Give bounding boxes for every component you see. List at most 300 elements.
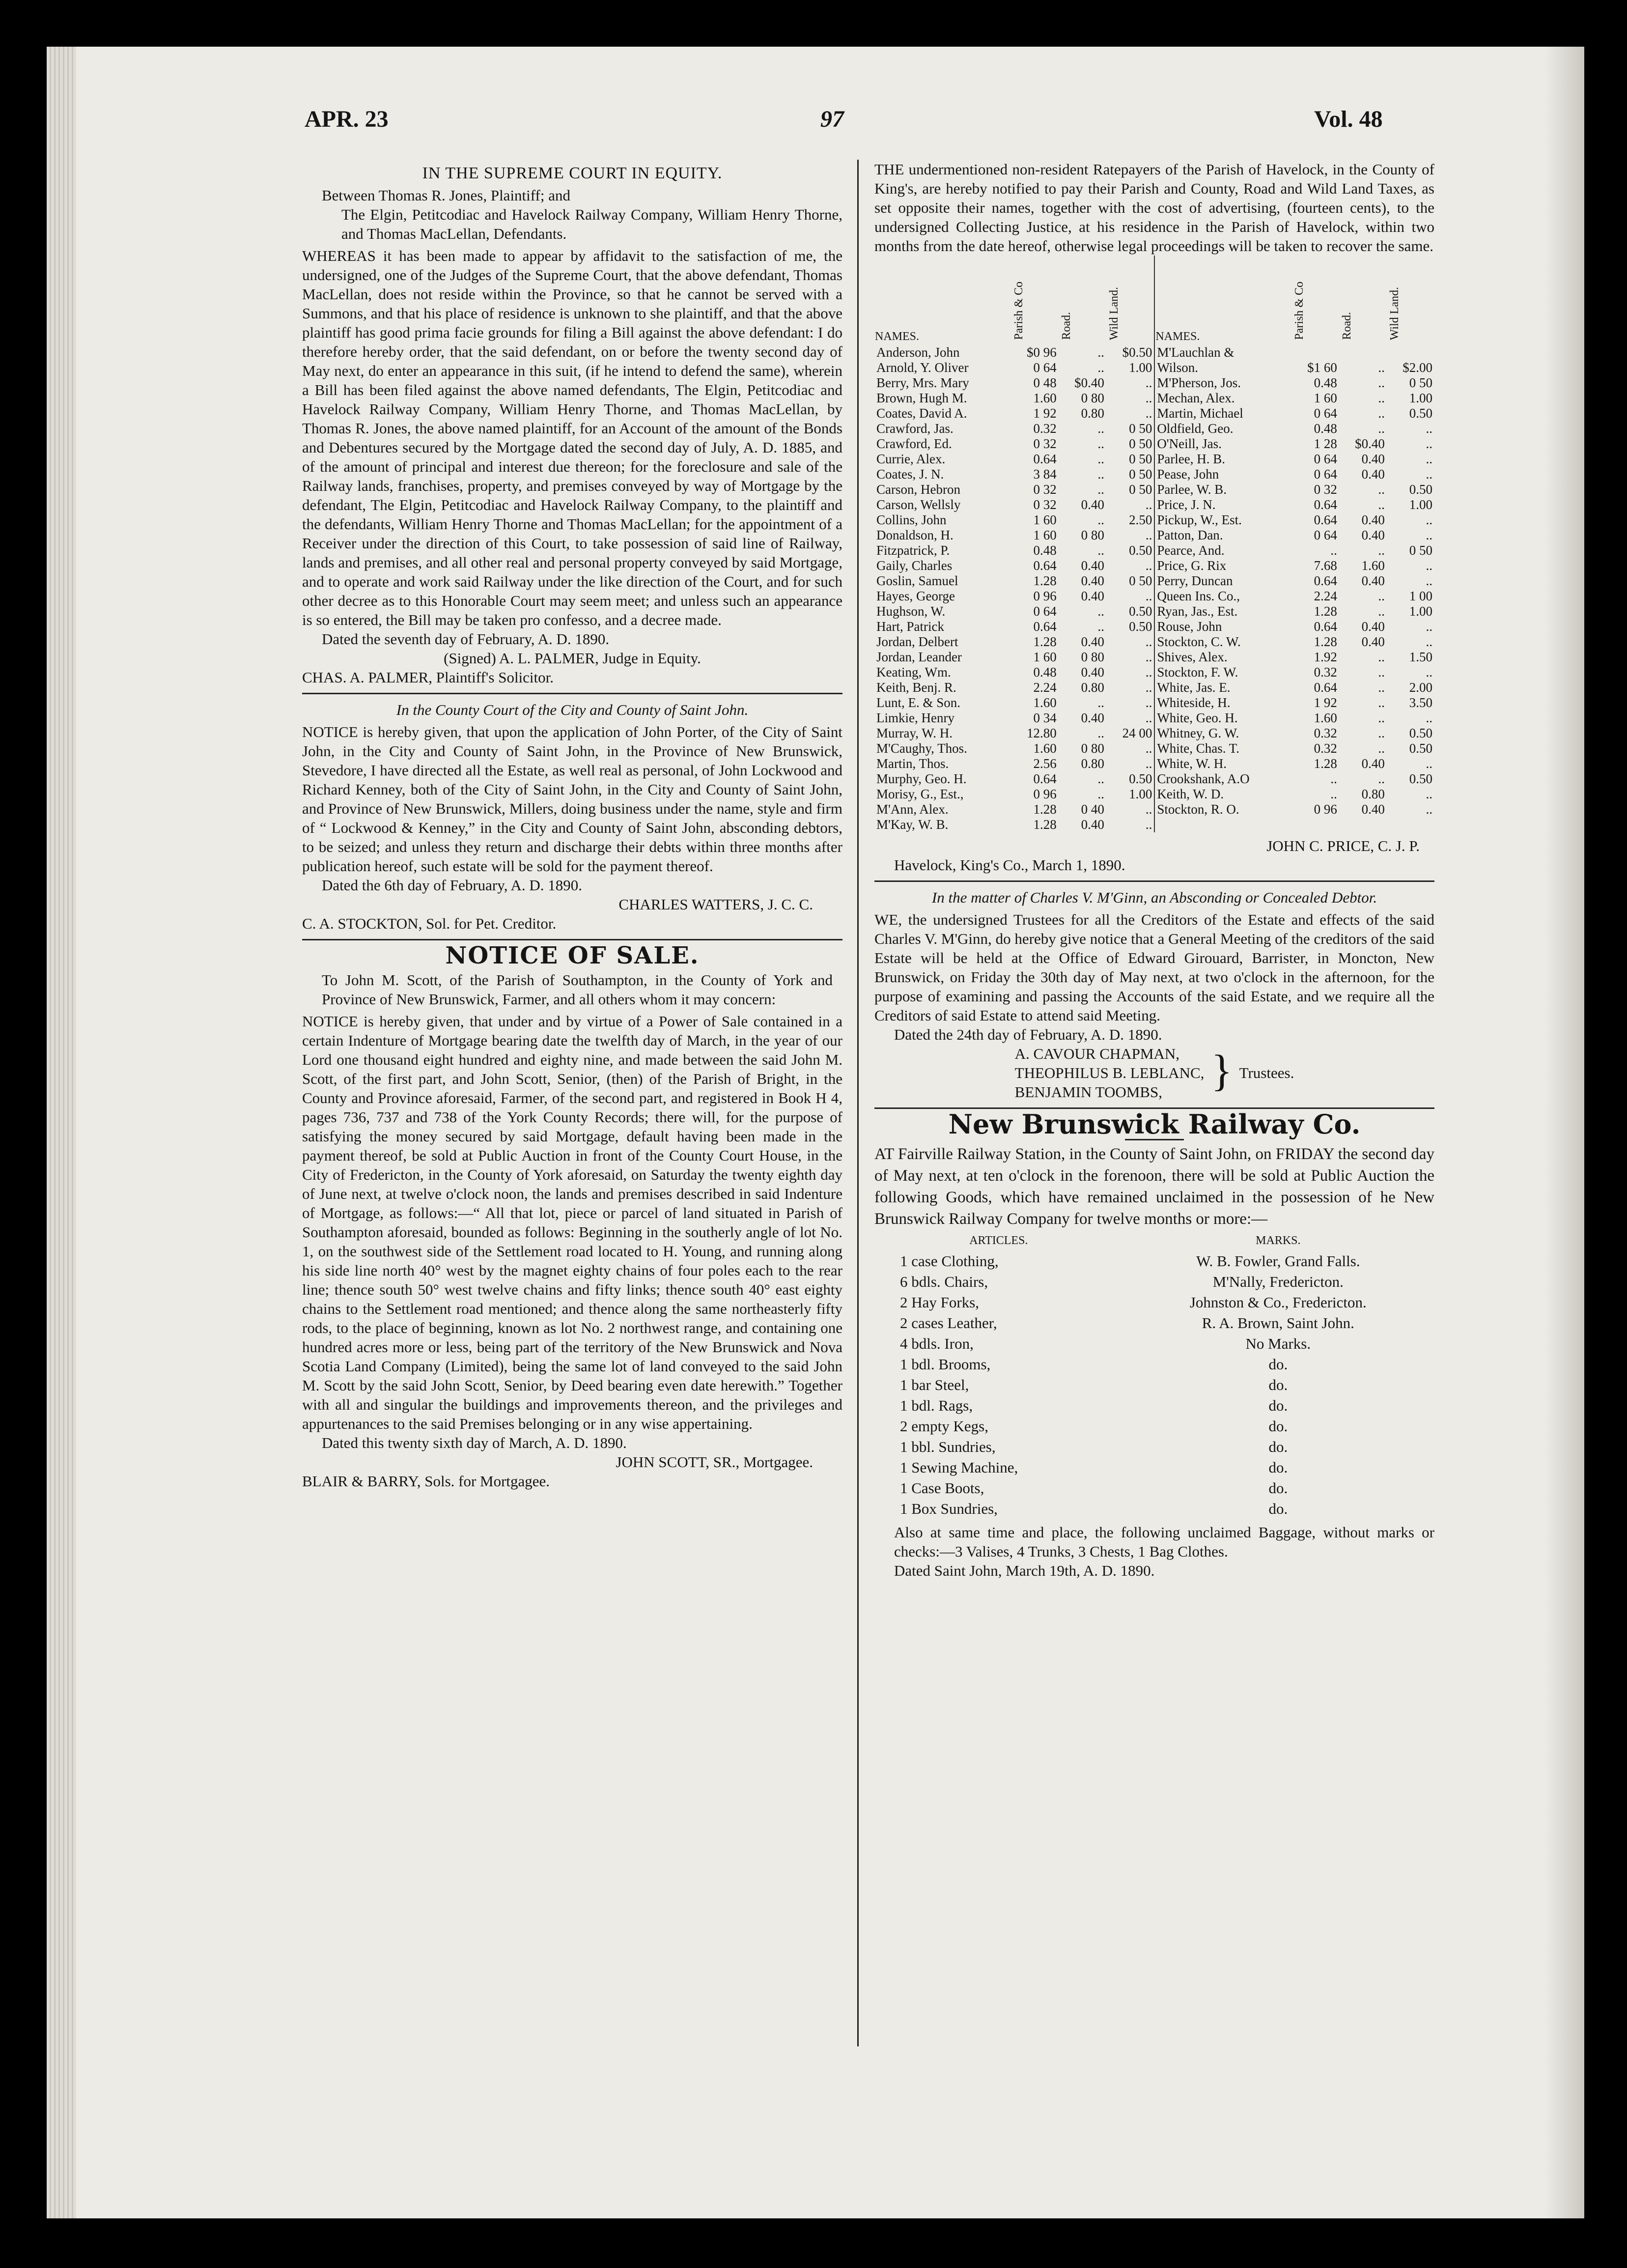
tax-amount: .. bbox=[1426, 710, 1432, 725]
table-row bbox=[874, 619, 1434, 634]
tax-amount: .. bbox=[1378, 497, 1385, 512]
tax-amount: .. bbox=[1378, 680, 1385, 695]
tax-amount: $1 60 bbox=[1307, 360, 1337, 375]
ratepayer-name: Hughson, W. bbox=[876, 604, 946, 619]
list-item bbox=[875, 1396, 1433, 1416]
ratepayer-name: Gaily, Charles bbox=[876, 558, 953, 573]
ratepayer-name: Crawford, Ed. bbox=[876, 436, 952, 451]
tax-amount: .. bbox=[1145, 695, 1152, 710]
ratepayer-name: Goslin, Samuel bbox=[876, 573, 958, 588]
tax-amount: 0.32 bbox=[1314, 741, 1337, 756]
tax-amount: .. bbox=[1330, 771, 1337, 786]
tax-amount: 0.40 bbox=[1361, 528, 1385, 542]
tax-amount: 0.32 bbox=[1033, 421, 1057, 436]
tax-amount: .. bbox=[1097, 512, 1104, 527]
tax-amount: .. bbox=[1378, 360, 1385, 375]
ratepayer-name: O'Neill, Jas. bbox=[1154, 436, 1291, 452]
ratepayer-name: White, Geo. H. bbox=[1154, 710, 1291, 726]
article: 1 bdl. Brooms, bbox=[900, 1356, 991, 1373]
tax-amount: .. bbox=[1145, 634, 1152, 649]
tax-amount: .. bbox=[1378, 741, 1385, 756]
tax-amount: .. bbox=[1097, 436, 1104, 451]
ratepayer-name: Berry, Mrs. Mary bbox=[876, 375, 969, 390]
ratepayer-name: Keith, W. D. bbox=[1154, 787, 1291, 802]
tax-table bbox=[874, 255, 1434, 832]
ratepayer-name: Whitney, G. W. bbox=[1154, 726, 1291, 741]
tax-amount: .. bbox=[1145, 756, 1152, 771]
col-parish: Parish & Co bbox=[1012, 282, 1025, 340]
issue-date: APR. 23 bbox=[305, 106, 389, 132]
tax-amount: 0.50 bbox=[1409, 406, 1432, 421]
tax-amount: 0 96 bbox=[1033, 787, 1057, 801]
county-court-title: In the County Court of the City and County of Saint John. bbox=[396, 701, 749, 718]
parties-line-1: Between Thomas R. Jones, Plaintiff; and bbox=[322, 187, 570, 204]
article: 1 Case Boots, bbox=[900, 1479, 984, 1497]
trustees-block bbox=[874, 1044, 1434, 1102]
articles-table bbox=[874, 1230, 1434, 1520]
tax-amount bbox=[1291, 345, 1339, 360]
tax-amount: 1.00 bbox=[1129, 787, 1152, 801]
table-row bbox=[874, 421, 1434, 436]
ratepayer-name: White, Jas. E. bbox=[1154, 680, 1291, 695]
tax-amount: 1 60 bbox=[1314, 391, 1337, 405]
column-divider bbox=[857, 160, 859, 2046]
tax-amount: 1 00 bbox=[1409, 589, 1432, 603]
tax-amount: 0 64 bbox=[1033, 360, 1057, 375]
tax-amount: 0.48 bbox=[1314, 375, 1337, 390]
ratepayer-name: White, Chas. T. bbox=[1154, 741, 1291, 756]
page-header bbox=[47, 106, 1584, 145]
tax-amount: $0.40 bbox=[1074, 375, 1104, 390]
tax-amount: .. bbox=[1145, 558, 1152, 573]
ratepayer-name: Arnold, Y. Oliver bbox=[876, 360, 969, 375]
list-item bbox=[875, 1293, 1433, 1312]
tax-amount: 0.40 bbox=[1361, 802, 1385, 817]
mark: do. bbox=[1268, 1438, 1288, 1455]
section-rule bbox=[302, 693, 842, 694]
tax-amount: 1.60 bbox=[1033, 695, 1057, 710]
ratepayer-name: Murphy, Geo. H. bbox=[876, 771, 967, 786]
tax-amount: 1 92 bbox=[1314, 695, 1337, 710]
supreme-court-body: WHEREAS it has been made to appear by affidavit to the satisfaction of me, the undersigned, one of the Judges of the Supreme Court, that the above defendant, Thomas MacLellan, does not reside within the Province, so that he cannot be served with a Summons, and that his place of residence is unknown to she plaintiff, and that the above plaintiff has good prima facie grounds for filing a Bill against the above defendant: I do therefore hereby order, that the said defendant, on or before the twenty second day of May next, do enter an appearance in this suit, (if he intend to defend the same), wherein a Bill has been filed against the above named defendants, The Elgin, Petitcodiac and Havelock Railway Company, William Henry Thorne, and Thomas MacLellan, by Thomas R. Jones, the above named plaintiff, for an Account of the amount of the Bonds and Debentures secured by the Mortgage dated the second day of July, A. D. 1885, and of the amount of principal and interest due thereon; for the foreclosure and sale of the Railway lands, franchises, property, and premises conveyed by way of Mortgage by the defendant, The Elgin, Petitcodiac and Havelock Railway Company, to the plaintiff and the defendants, William Henry Thorne and Thomas MacLellan; for the appointment of a Receiver under the direction of this Court, to take possession of said line of Railway, lands and premises, and all other real and personal property conveyed by said Mortgage, and to operate and work said Railway under the like direction of the Court, and for such other decree as to this Honorable Court may seem meet; and unless such an appearance is so entered, the Bill may be taken pro confesso, and a decree made. bbox=[302, 247, 842, 628]
table-row bbox=[874, 436, 1434, 452]
ratepayer-name: Rouse, John bbox=[1154, 619, 1291, 634]
county-court-solicitor: C. A. STOCKTON, Sol. for Pet. Creditor. bbox=[302, 915, 557, 932]
tax-amount: 0.50 bbox=[1129, 619, 1152, 634]
ratepayer-name: Carson, Hebron bbox=[876, 482, 960, 497]
ratepayer-name: Queen Ins. Co., bbox=[1154, 589, 1291, 604]
tax-amount: 0.48 bbox=[1314, 421, 1337, 436]
tax-amount: 0.40 bbox=[1081, 558, 1104, 573]
table-row bbox=[874, 375, 1434, 391]
tax-amount bbox=[1387, 817, 1434, 832]
tax-amount: 0 40 bbox=[1081, 802, 1104, 817]
tax-amount: 0.40 bbox=[1081, 817, 1104, 832]
tax-amount: 0.40 bbox=[1081, 497, 1104, 512]
tax-amount: 0.40 bbox=[1361, 573, 1385, 588]
tax-amount: 1.00 bbox=[1409, 391, 1432, 405]
county-court-dated: Dated the 6th day of February, A. D. 1890. bbox=[322, 877, 583, 894]
tax-amount: 0.40 bbox=[1081, 710, 1104, 725]
ratepayer-name: Coates, J. N. bbox=[876, 467, 944, 482]
tax-amount: .. bbox=[1145, 710, 1152, 725]
mark: W. B. Fowler, Grand Falls. bbox=[1196, 1252, 1360, 1270]
tax-amount: .. bbox=[1378, 726, 1385, 740]
tax-amount: .. bbox=[1426, 528, 1432, 542]
tax-amount: 1.28 bbox=[1033, 573, 1057, 588]
tax-amount: 1.28 bbox=[1033, 802, 1057, 817]
table-row bbox=[874, 573, 1434, 589]
right-column bbox=[874, 160, 1434, 1580]
ratepayer-name: Perry, Duncan bbox=[1154, 573, 1291, 589]
table-row bbox=[874, 710, 1434, 726]
tax-amount: .. bbox=[1145, 406, 1152, 421]
ratepayer-name: Shives, Alex. bbox=[1154, 650, 1291, 665]
tax-amount: .. bbox=[1145, 802, 1152, 817]
railway-body: AT Fairville Railway Station, in the County of Saint John, on FRIDAY the second day of May next, at ten o'clock in the forenoon, there will be sold at Public Auction the following Goods, which have remained unclaimed in the possession of he New Brunswick Railway Company for twelve months or more:— bbox=[874, 1145, 1434, 1228]
ratepayer-name: Hart, Patrick bbox=[876, 619, 944, 634]
tax-amount: 1.60 bbox=[1361, 558, 1385, 573]
article: 6 bdls. Chairs, bbox=[900, 1273, 988, 1290]
tax-amount: .. bbox=[1097, 604, 1104, 619]
ratepayer-name: Currie, Alex. bbox=[876, 452, 946, 466]
article: 1 bbl. Sundries, bbox=[900, 1438, 996, 1455]
ratepayer-name: Pease, John bbox=[1154, 467, 1291, 482]
mginn-dated: Dated the 24th day of February, A. D. 1890. bbox=[894, 1026, 1162, 1043]
col-names: NAMES. bbox=[875, 330, 920, 343]
table-row bbox=[874, 512, 1434, 528]
articles-body bbox=[875, 1251, 1433, 1519]
tax-amount: 0.50 bbox=[1409, 726, 1432, 740]
ratepayer-name: Lunt, E. & Son. bbox=[876, 695, 961, 710]
table-row bbox=[874, 634, 1434, 650]
railway-heading: New Brunswick Railway Co. bbox=[948, 1108, 1361, 1140]
parties-line-2: The Elgin, Petitcodiac and Havelock Railway Company, William Henry Thorne, and Thomas MacLellan, Defendants. bbox=[341, 206, 842, 242]
col-road-2: Road. bbox=[1340, 312, 1353, 340]
table-row bbox=[874, 391, 1434, 406]
county-court-signature: CHARLES WATTERS, J. C. C. bbox=[618, 896, 813, 913]
article: 2 Hay Forks, bbox=[900, 1294, 980, 1311]
trustees-label: Trustees. bbox=[1239, 1064, 1294, 1081]
ratepayer-name: M'Caughy, Thos. bbox=[876, 741, 967, 756]
tax-amount: .. bbox=[1426, 558, 1432, 573]
table-row bbox=[874, 528, 1434, 543]
notice-of-sale-solicitor: BLAIR & BARRY, Sols. for Mortgagee. bbox=[302, 1473, 550, 1490]
page-edges bbox=[47, 47, 76, 2218]
newspaper-page bbox=[47, 47, 1584, 2218]
tax-amount: .. bbox=[1378, 391, 1385, 405]
tax-table-header bbox=[874, 255, 1434, 345]
mginn-body: WE, the undersigned Trustees for all the Creditors of the Estate and effects of the said Charles V. M'Ginn, do hereby give notice that a General Meeting of the creditors of the said Estate will be held at the Office of Edward Girouard, Barrister, in Moncton, New Brunswick, on Friday the 30th day of May next, at two o'clock in the afternoon, for the purpose of examining and passing the Accounts of the said Estate, and we require all the Creditors of said Estate to attend said Meeting. bbox=[874, 911, 1434, 1024]
tax-amount: .. bbox=[1145, 665, 1152, 680]
list-item bbox=[875, 1417, 1433, 1436]
tax-amount: 0.64 bbox=[1314, 619, 1337, 634]
tax-amount: 0 50 bbox=[1129, 436, 1152, 451]
list-item bbox=[875, 1375, 1433, 1395]
tax-amount: .. bbox=[1426, 802, 1432, 817]
tax-amount: .. bbox=[1097, 787, 1104, 801]
ratepayers-intro: THE undermentioned non-resident Ratepayers of the Parish of Havelock, in the County of King's, are hereby notified to pay their Parish and County, Road and Wild Land Taxes, as set opposite their names, together with the cost of advertising, (fourteen cents), to the undersigned Collecting Justice, at his residence in the Parish of Havelock, within two months from the date hereof, otherwise legal proceedings will be taken to recover the same. bbox=[874, 161, 1434, 255]
tax-amount: .. bbox=[1330, 543, 1337, 558]
tax-amount: .. bbox=[1097, 345, 1104, 360]
tax-amount: 0.40 bbox=[1361, 756, 1385, 771]
article: 1 Sewing Machine, bbox=[900, 1459, 1018, 1476]
ratepayer-name: Anderson, John bbox=[876, 345, 960, 360]
tax-amount: 7.68 bbox=[1314, 558, 1337, 573]
tax-amount: .. bbox=[1145, 817, 1152, 832]
table-row bbox=[874, 680, 1434, 695]
tax-amount: .. bbox=[1378, 375, 1385, 390]
tax-amount: .. bbox=[1097, 695, 1104, 710]
tax-amount: 12.80 bbox=[1027, 726, 1057, 740]
tax-amount: .. bbox=[1426, 787, 1432, 801]
tax-amount: .. bbox=[1097, 771, 1104, 786]
tax-amount: 0.40 bbox=[1361, 512, 1385, 527]
table-row bbox=[874, 665, 1434, 680]
tax-amount: .. bbox=[1378, 482, 1385, 497]
tax-amount: 1.28 bbox=[1033, 817, 1057, 832]
notice-of-sale-signature: JOHN SCOTT, SR., Mortgagee. bbox=[616, 1453, 813, 1471]
tax-amount: .. bbox=[1426, 573, 1432, 588]
tax-amount: 0.40 bbox=[1361, 634, 1385, 649]
tax-amount: 0 50 bbox=[1129, 467, 1152, 482]
tax-amount: 0 64 bbox=[1314, 406, 1337, 421]
tax-amount: 2.56 bbox=[1033, 756, 1057, 771]
tax-amount: 0.50 bbox=[1129, 604, 1152, 619]
mginn-title: In the matter of Charles V. M'Ginn, an Absconding or Concealed Debtor. bbox=[931, 889, 1377, 906]
mark: do. bbox=[1268, 1459, 1288, 1476]
tax-amount: .. bbox=[1426, 436, 1432, 451]
tax-amount: 24 00 bbox=[1122, 726, 1152, 740]
tax-amount: 1.00 bbox=[1409, 497, 1432, 512]
ratepayer-name: Hayes, George bbox=[876, 589, 955, 603]
page-curl bbox=[1545, 47, 1584, 2218]
tax-amount: 0.50 bbox=[1129, 543, 1152, 558]
tax-amount: 0 50 bbox=[1129, 573, 1152, 588]
tax-amount: .. bbox=[1097, 543, 1104, 558]
tax-amount: $0 96 bbox=[1027, 345, 1057, 360]
tax-amount: .. bbox=[1378, 421, 1385, 436]
railway-also: Also at same time and place, the following unclaimed Baggage, without marks or checks:—3 Valises, 4 Trunks, 3 Chests, 1 Bag Clothes. bbox=[894, 1524, 1434, 1560]
tax-amount: .. bbox=[1097, 482, 1104, 497]
tax-amount: 0 50 bbox=[1129, 452, 1152, 466]
ratepayer-name: Keith, Benj. R. bbox=[876, 680, 956, 695]
tax-amount: 0 32 bbox=[1033, 482, 1057, 497]
tax-amount: .. bbox=[1426, 452, 1432, 466]
ratepayer-name: Crookshank, A.O bbox=[1154, 771, 1291, 787]
tax-amount: .. bbox=[1145, 375, 1152, 390]
ratepayer-name: Stockton, R. O. bbox=[1154, 802, 1291, 817]
ratepayer-name: Price, J. N. bbox=[1154, 497, 1291, 512]
mark: M'Nally, Fredericton. bbox=[1212, 1273, 1344, 1290]
tax-amount: .. bbox=[1426, 756, 1432, 771]
list-item bbox=[875, 1272, 1433, 1292]
tax-amount: .. bbox=[1378, 771, 1385, 786]
ratepayers-signature: JOHN C. PRICE, C. J. P. bbox=[1266, 837, 1420, 854]
tax-amount bbox=[1339, 817, 1387, 832]
tax-amount: .. bbox=[1097, 726, 1104, 740]
tax-amount: 0.80 bbox=[1081, 756, 1104, 771]
tax-amount: .. bbox=[1426, 421, 1432, 436]
col-road: Road. bbox=[1060, 312, 1073, 340]
tax-amount: 0.40 bbox=[1081, 573, 1104, 588]
list-item bbox=[875, 1499, 1433, 1519]
article: 2 cases Leather, bbox=[900, 1314, 997, 1332]
trustee-name: A. CAVOUR CHAPMAN, bbox=[1014, 1045, 1179, 1062]
ratepayer-name: Jordan, Leander bbox=[876, 650, 962, 664]
article: 1 bar Steel, bbox=[900, 1376, 969, 1393]
tax-amount: 2.00 bbox=[1409, 680, 1432, 695]
tax-amount: $0.50 bbox=[1122, 345, 1152, 360]
ratepayer-name: Stockton, F. W. bbox=[1154, 665, 1291, 680]
notice-of-sale-dated: Dated this twenty sixth day of March, A. D. 1890. bbox=[322, 1434, 627, 1451]
tax-amount: 0 80 bbox=[1081, 528, 1104, 542]
ratepayer-name: M'Kay, W. B. bbox=[876, 817, 949, 832]
tax-amount: 1 28 bbox=[1314, 436, 1337, 451]
table-row bbox=[874, 558, 1434, 573]
volume-number: Vol. 48 bbox=[1314, 106, 1383, 132]
tax-amount: 0.64 bbox=[1033, 452, 1057, 466]
tax-amount: 3.50 bbox=[1409, 695, 1432, 710]
tax-amount: 0 96 bbox=[1314, 802, 1337, 817]
trustee-name: THEOPHILUS B. LEBLANC, bbox=[1014, 1064, 1205, 1081]
ratepayer-name: Murray, W. H. bbox=[876, 726, 953, 740]
article: 2 empty Kegs, bbox=[900, 1418, 988, 1435]
notice-of-sale-heading: NOTICE OF SALE. bbox=[445, 942, 700, 969]
tax-amount: 0.64 bbox=[1033, 558, 1057, 573]
tax-amount: .. bbox=[1097, 360, 1104, 375]
tax-amount bbox=[1387, 345, 1434, 360]
ratepayer-name: M'Pherson, Jos. bbox=[1154, 375, 1291, 391]
list-item bbox=[875, 1355, 1433, 1374]
tax-amount: 1 92 bbox=[1033, 406, 1057, 421]
brace: } bbox=[1211, 1047, 1233, 1095]
ratepayer-name: Mechan, Alex. bbox=[1154, 391, 1291, 406]
tax-amount: .. bbox=[1330, 787, 1337, 801]
tax-amount: .. bbox=[1145, 528, 1152, 542]
col-wild-land: Wild Land. bbox=[1107, 286, 1121, 340]
ratepayer-name: Brown, Hugh M. bbox=[876, 391, 967, 405]
mark: do. bbox=[1268, 1418, 1288, 1435]
ratepayer-name: Coates, David A. bbox=[876, 406, 967, 421]
tax-amount: 0.40 bbox=[1361, 619, 1385, 634]
tax-amount: 0 32 bbox=[1033, 497, 1057, 512]
tax-amount: 0 50 bbox=[1409, 375, 1432, 390]
tax-amount bbox=[1339, 345, 1387, 360]
ratepayer-name: Whiteside, H. bbox=[1154, 695, 1291, 710]
article: 1 Box Sundries, bbox=[900, 1500, 998, 1517]
supreme-court-solicitor: CHAS. A. PALMER, Plaintiff's Solicitor. bbox=[302, 669, 554, 686]
tax-amount: 0 32 bbox=[1033, 436, 1057, 451]
tax-amount: 1.28 bbox=[1314, 634, 1337, 649]
ratepayer-name: Pickup, W., Est. bbox=[1154, 512, 1291, 528]
table-row bbox=[874, 817, 1434, 832]
col-wild-land-2: Wild Land. bbox=[1388, 286, 1401, 340]
tax-amount: 1.50 bbox=[1409, 650, 1432, 664]
tax-amount: .. bbox=[1378, 695, 1385, 710]
list-item bbox=[875, 1437, 1433, 1457]
ratepayer-name: Collins, John bbox=[876, 512, 947, 527]
tax-amount: 0 34 bbox=[1033, 710, 1057, 725]
mark: do. bbox=[1268, 1356, 1288, 1373]
tax-amount: .. bbox=[1426, 634, 1432, 649]
table-row bbox=[874, 482, 1434, 497]
ratepayer-name: Patton, Dan. bbox=[1154, 528, 1291, 543]
tax-amount: 0.40 bbox=[1081, 589, 1104, 603]
mark: do. bbox=[1268, 1479, 1288, 1497]
tax-amount: .. bbox=[1378, 589, 1385, 603]
tax-amount: .. bbox=[1145, 589, 1152, 603]
tax-amount: .. bbox=[1145, 391, 1152, 405]
tax-amount: 0 96 bbox=[1033, 589, 1057, 603]
table-row bbox=[874, 467, 1434, 482]
tax-amount: 1 60 bbox=[1033, 512, 1057, 527]
tax-amount: 0.40 bbox=[1361, 452, 1385, 466]
tax-amount: 1.92 bbox=[1314, 650, 1337, 664]
tax-amount: 0.64 bbox=[1033, 619, 1057, 634]
ratepayer-name: M'Lauchlan & bbox=[1154, 345, 1291, 360]
tax-amount: .. bbox=[1145, 497, 1152, 512]
ratepayer-name: Pearce, And. bbox=[1154, 543, 1291, 558]
mark: R. A. Brown, Saint John. bbox=[1202, 1314, 1354, 1332]
tax-amount: 0 64 bbox=[1314, 452, 1337, 466]
tax-amount: 1.60 bbox=[1314, 710, 1337, 725]
col-names-2: NAMES. bbox=[1154, 255, 1291, 345]
table-row bbox=[874, 650, 1434, 665]
tax-amount: 1.28 bbox=[1033, 634, 1057, 649]
tax-amount: 0.64 bbox=[1314, 512, 1337, 527]
tax-amount: 0 80 bbox=[1081, 650, 1104, 664]
trustee-name: BENJAMIN TOOMBS, bbox=[1014, 1083, 1162, 1101]
table-row bbox=[874, 360, 1434, 375]
table-row bbox=[874, 787, 1434, 802]
table-row bbox=[874, 345, 1434, 360]
tax-amount: .. bbox=[1145, 650, 1152, 664]
tax-amount: .. bbox=[1378, 543, 1385, 558]
tax-amount: 0.32 bbox=[1314, 726, 1337, 740]
tax-amount: 0 50 bbox=[1129, 482, 1152, 497]
tax-amount: 0.64 bbox=[1033, 771, 1057, 786]
list-item bbox=[875, 1313, 1433, 1333]
ratepayer-name: M'Ann, Alex. bbox=[876, 802, 949, 817]
supreme-court-title: IN THE SUPREME COURT IN EQUITY. bbox=[422, 164, 723, 182]
tax-amount: .. bbox=[1378, 665, 1385, 680]
notice-of-sale-body: NOTICE is hereby given, that under and by virtue of a Power of Sale contained in a certain Indenture of Mortgage bearing date the twelfth day of March, in the year of our Lord one thousand eight hundred and eighty nine, and made between the said John M. Scott, of the first part, and John Scott, Senior, (then) of the Parish of Bright, in the County and Province aforesaid, Farmer, of the second part, and registered in Book H 4, pages 736, 737 and 738 of the York County Records; there will, for the purpose of satisfying the money secured by said Mortgage, default having been made in the payment thereof, be sold at Public Auction in front of the County Court House, in the City of Fredericton, in the County of York aforesaid, on Saturday the twenty eighth day of June next, at twelve o'clock noon, the lands and premises described in said Indenture of Mortgage, as follows:—“ All that lot, piece or parcel of land situated in Parish of Southampton aforesaid, bounded as follows: Beginning in the southerly angle of lot No. 1, on the southwest side of the Settlement road located to H. Young, and running along his side line north 40° west by the magnet eighty chains of four poles each to the rear line; thence south 50° west twelve chains and fifty links; thence south 40° east eighty chains to the Settlement road mentioned; and thence along the same northeasterly fifty rods, to the place of beginning, known as lot No. 2 northwest range, and containing one hundred acres more or less, being part of the territory of the New Brunswick and Nova Scotia Land Company (Limited), being the same lot of land conveyed to the said John M. Scott by the said John Scott, Senior, by Deed bearing even date herewith.” Together with all and singular the buildings and improvements thereon, and the privileges and appurtenances to the said Premises belonging or in any wise appertaining. bbox=[302, 1013, 842, 1432]
tax-amount: 0 64 bbox=[1033, 604, 1057, 619]
tax-amount: 1.60 bbox=[1033, 391, 1057, 405]
notice-of-sale-addressee: To John M. Scott, of the Parish of Southampton, in the County of York and Province of New Brunswick, Farmer, and all others whom it may concern: bbox=[322, 971, 833, 1008]
tax-amount: 0.50 bbox=[1409, 482, 1432, 497]
supreme-court-dated: Dated the seventh day of February, A. D. 1890. bbox=[322, 630, 610, 648]
tax-amount: 0.64 bbox=[1314, 497, 1337, 512]
tax-amount: .. bbox=[1097, 421, 1104, 436]
county-court-body: NOTICE is hereby given, that upon the application of John Porter, of the City of Saint John, in the City and County of Saint John, in the Province of New Brunswick, Stevedore, I have directed all the Estate, as well real as personal, of John Lockwood and Richard Kenney, both of the City of Saint John, in the City and County of Saint John, and Province of New Brunswick, Millers, doing business under the name, style and firm of “ Lockwood & Kenney,” in the City and County of Saint John, absconding debtors, to be seized; and unless they return and discharge their debts within three months after publication hereof, such estate will be sold for the payment thereof. bbox=[302, 723, 842, 875]
tax-amount: 0 50 bbox=[1129, 421, 1152, 436]
tax-amount: .. bbox=[1378, 650, 1385, 664]
tax-amount: 0 64 bbox=[1314, 467, 1337, 482]
tax-amount: 0 64 bbox=[1314, 528, 1337, 542]
section-rule bbox=[874, 880, 1434, 882]
tax-amount: .. bbox=[1426, 619, 1432, 634]
mark: do. bbox=[1268, 1397, 1288, 1414]
ratepayer-name: Morisy, G., Est., bbox=[876, 787, 964, 801]
ratepayer-name: Price, G. Rix bbox=[1154, 558, 1291, 573]
tax-amount: 0 48 bbox=[1033, 375, 1057, 390]
tax-amount: 0.48 bbox=[1033, 543, 1057, 558]
tax-amount: 1.28 bbox=[1314, 604, 1337, 619]
tax-amount: 0 32 bbox=[1314, 482, 1337, 497]
mark: No Marks. bbox=[1245, 1335, 1311, 1352]
